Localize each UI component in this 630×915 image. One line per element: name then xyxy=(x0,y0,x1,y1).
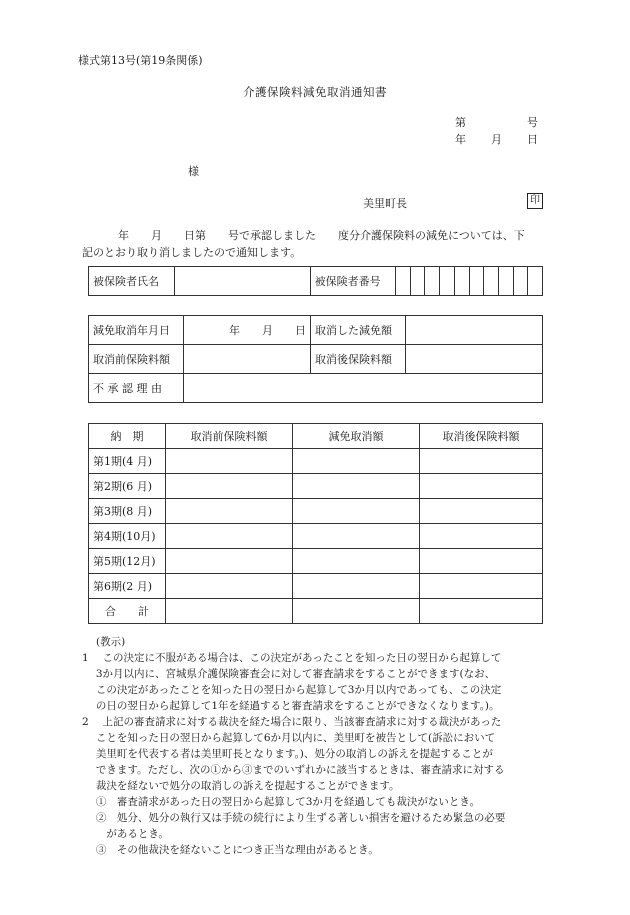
insured-name-label: 被保険者氏名 xyxy=(89,267,175,296)
table-row xyxy=(89,574,543,599)
seal-mark: 印 xyxy=(527,193,543,209)
cancel-amount-cell[interactable] xyxy=(293,574,420,599)
insured-info-table xyxy=(88,266,543,296)
issuer-name: 美里町長 xyxy=(363,197,407,210)
cancel-amount-cell[interactable] xyxy=(293,449,420,474)
instruction-notes xyxy=(82,634,562,858)
insured-number-digit-3[interactable] xyxy=(425,267,440,296)
notes-heading: (教示) xyxy=(96,636,126,648)
period-label: 第1期(4 月) xyxy=(89,449,166,474)
period-label: 第2期(6 月) xyxy=(89,474,166,499)
insured-number-digit-7[interactable] xyxy=(484,267,499,296)
document-title: 介護保険料減免取消通知書 xyxy=(243,85,387,99)
notes-line: できます。ただし、次の①から③までのいずれかに該当するときは、審査請求に対する xyxy=(82,764,505,776)
insured-number-digit-6[interactable] xyxy=(469,267,484,296)
cancel-amount-cell[interactable] xyxy=(293,524,420,549)
installment-header-row xyxy=(89,424,543,449)
cancel-amount-cell[interactable] xyxy=(293,474,420,499)
insured-number-digit-4[interactable] xyxy=(440,267,455,296)
notice-body xyxy=(82,227,557,261)
notes-line: ② 処分、処分の執行又は手続の続行により生ずる著しい損害を避けるため緊急の必要 xyxy=(82,812,506,824)
document-number-line xyxy=(455,114,538,130)
number-prefix: 第 xyxy=(455,116,466,129)
insured-number-digit-5[interactable] xyxy=(454,267,469,296)
issue-date-line xyxy=(455,131,538,147)
insured-number-digit-8[interactable] xyxy=(498,267,513,296)
reduction-cancel-table xyxy=(88,315,543,403)
insured-number-digit-1[interactable] xyxy=(396,267,411,296)
notes-line: ① 審査請求があった日の翌日から起算して3か月を経過しても裁決がないとき。 xyxy=(82,796,480,808)
installment-table xyxy=(88,423,543,624)
after-amount-cell[interactable] xyxy=(420,499,543,524)
form-number: 様式第13号(第19条関係) xyxy=(78,54,203,67)
insured-number-digit-9[interactable] xyxy=(513,267,528,296)
year-label: 年 xyxy=(455,133,466,146)
insured-name-field[interactable] xyxy=(174,267,310,296)
period-label: 第6期(2 月) xyxy=(89,574,166,599)
notes-line: 2 上記の審査請求に対する裁決を経た場合に限り、当該審査請求に対する裁決があった xyxy=(82,716,502,728)
before-amount-cell[interactable] xyxy=(166,549,293,574)
notes-line: があるとき。 xyxy=(82,828,169,840)
notes-line: この決定があったことを知った日の翌日から起算して3か月以内であっても、この決定 xyxy=(82,684,502,696)
before-total-cell[interactable] xyxy=(166,599,293,624)
cancel-amount-cell[interactable] xyxy=(293,549,420,574)
before-amount-cell[interactable] xyxy=(166,474,293,499)
insured-number-label: 被保険者番号 xyxy=(310,267,396,296)
header-after-premium: 取消後保険料額 xyxy=(420,424,543,449)
after-total-cell[interactable] xyxy=(420,599,543,624)
before-amount-cell[interactable] xyxy=(166,524,293,549)
notes-line: ことを知った日の翌日から起算して6か月以内に、美里町を被告として(訴訟において xyxy=(82,732,496,744)
header-reduction-cancel: 減免取消額 xyxy=(293,424,420,449)
day-label: 日 xyxy=(527,133,538,146)
addressee-sama: 様 xyxy=(188,165,199,178)
notice-body-line-1: 年 月 日第 号で承認しました 度分介護保険料の減免については、下 xyxy=(118,229,525,242)
before-amount-cell[interactable] xyxy=(166,574,293,599)
insured-number-digit-2[interactable] xyxy=(410,267,425,296)
month-label: 月 xyxy=(491,133,502,146)
cancel-total-cell[interactable] xyxy=(293,599,420,624)
before-amount-cell[interactable] xyxy=(166,449,293,474)
reason-label: 不 承 認 理 由 xyxy=(89,374,184,403)
after-amount-cell[interactable] xyxy=(420,574,543,599)
table-row xyxy=(89,549,543,574)
after-premium-field[interactable] xyxy=(406,345,543,374)
notes-line: の日の翌日から起算して1年を経過すると審査請求をすることができなくなります。)。 xyxy=(82,700,500,712)
notice-body-line-2: 記のとおり取り消しましたので通知します。 xyxy=(82,246,302,259)
after-amount-cell[interactable] xyxy=(420,524,543,549)
cancelled-amount-field[interactable] xyxy=(406,316,543,345)
total-row xyxy=(89,599,543,624)
period-label: 第3期(8 月) xyxy=(89,499,166,524)
cancel-date-label: 減免取消年月日 xyxy=(89,316,184,345)
period-label: 第5期(12月) xyxy=(89,549,166,574)
insured-number-digit-10[interactable] xyxy=(528,267,543,296)
reason-field[interactable] xyxy=(184,374,543,403)
header-due-period: 納 期 xyxy=(89,424,166,449)
notes-line: 裁決を経ないで処分の取消しの訴えを提起することができます。 xyxy=(82,780,400,792)
notes-line: 美里町を代表する者は美里町長となります。)、処分の取消しの訴えを提起することが xyxy=(82,748,493,760)
after-amount-cell[interactable] xyxy=(420,449,543,474)
before-amount-cell[interactable] xyxy=(166,499,293,524)
after-premium-label: 取消後保険料額 xyxy=(311,345,406,374)
before-premium-field[interactable] xyxy=(184,345,311,374)
notes-line: 1 この決定に不服がある場合は、この決定があったことを知った日の翌日から起算して xyxy=(82,652,502,664)
cancel-amount-cell[interactable] xyxy=(293,499,420,524)
notes-line: ③ その他裁決を経ないことにつき正当な理由があるとき。 xyxy=(82,844,379,856)
header-before-premium: 取消前保険料額 xyxy=(166,424,293,449)
before-premium-label: 取消前保険料額 xyxy=(89,345,184,374)
table-row xyxy=(89,474,543,499)
table-row xyxy=(89,499,543,524)
table-row xyxy=(89,524,543,549)
cancelled-amount-label: 取消した減免額 xyxy=(311,316,406,345)
cancel-date-value[interactable]: 年 月 日 xyxy=(184,316,311,345)
period-label: 第4期(10月) xyxy=(89,524,166,549)
number-suffix: 号 xyxy=(527,116,538,129)
table-row xyxy=(89,449,543,474)
after-amount-cell[interactable] xyxy=(420,549,543,574)
notes-line: 3か月以内に、宮城県介護保険審査会に対して審査請求をすることができます(なお、 xyxy=(82,668,496,680)
total-label: 合 計 xyxy=(89,599,166,624)
after-amount-cell[interactable] xyxy=(420,474,543,499)
